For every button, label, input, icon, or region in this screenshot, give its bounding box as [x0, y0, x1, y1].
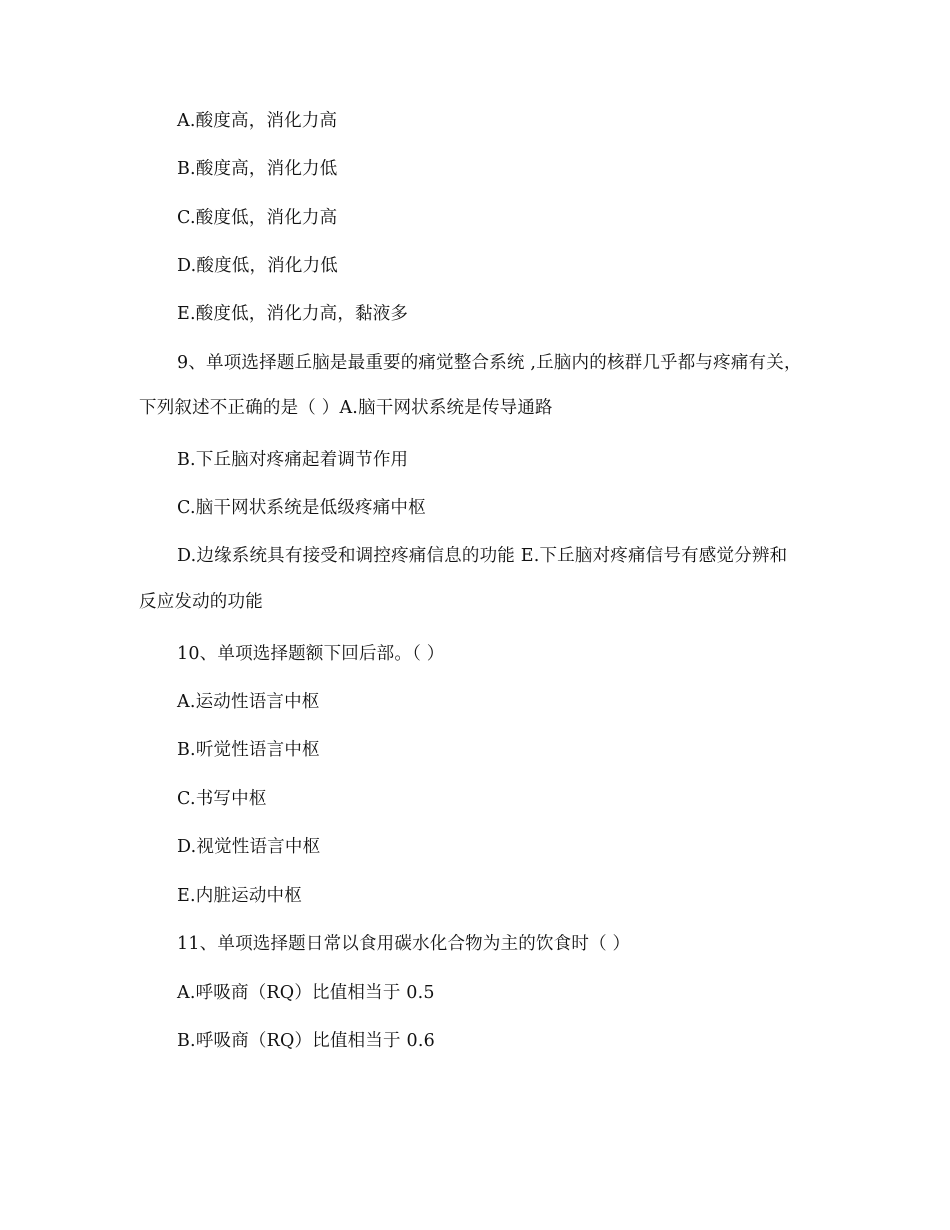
- q8-option-e: E.酸度低，消化力高，黏液多: [177, 304, 409, 324]
- q10-option-e: E.内脏运动中枢: [177, 886, 302, 906]
- q9-option-de-line1: D.边缘系统具有接受和调控疼痛信息的功能 E.下丘脑对疼痛信号有感觉分辨和: [177, 546, 788, 566]
- q11-stem: 11、单项选择题日常以食用碳水化合物为主的饮食时（ ）: [177, 934, 631, 954]
- q11-option-a: A.呼吸商（RQ）比值相当于 0.5: [177, 983, 435, 1003]
- q8-option-d: D.酸度低，消化力低: [177, 256, 338, 276]
- q8-option-b: B.酸度高，消化力低: [177, 159, 338, 179]
- q9-option-b: B.下丘脑对疼痛起着调节作用: [177, 450, 409, 470]
- q10-stem: 10、单项选择题额下回后部。（ ）: [177, 644, 445, 664]
- q9-stem-line1: 9、单项选择题丘脑是最重要的痛觉整合系统 ,丘脑内的核群几乎都与疼痛有关，: [177, 353, 802, 373]
- q9-option-de-line2: 反应发动的功能: [139, 592, 263, 612]
- q8-option-a: A.酸度高，消化力高: [177, 111, 338, 131]
- q8-option-c: C.酸度低，消化力高: [177, 208, 338, 228]
- q10-option-c: C.书写中枢: [177, 789, 267, 809]
- q10-option-a: A.运动性语言中枢: [177, 692, 320, 712]
- q11-option-b: B.呼吸商（RQ）比值相当于 0.6: [177, 1031, 435, 1051]
- q9-stem-line2: 下列叙述不正确的是（ ）A.脑干网状系统是传导通路: [139, 398, 553, 418]
- q10-option-d: D.视觉性语言中枢: [177, 837, 321, 857]
- q10-option-b: B.听觉性语言中枢: [177, 740, 320, 760]
- q9-option-c: C.脑干网状系统是低级疼痛中枢: [177, 498, 426, 518]
